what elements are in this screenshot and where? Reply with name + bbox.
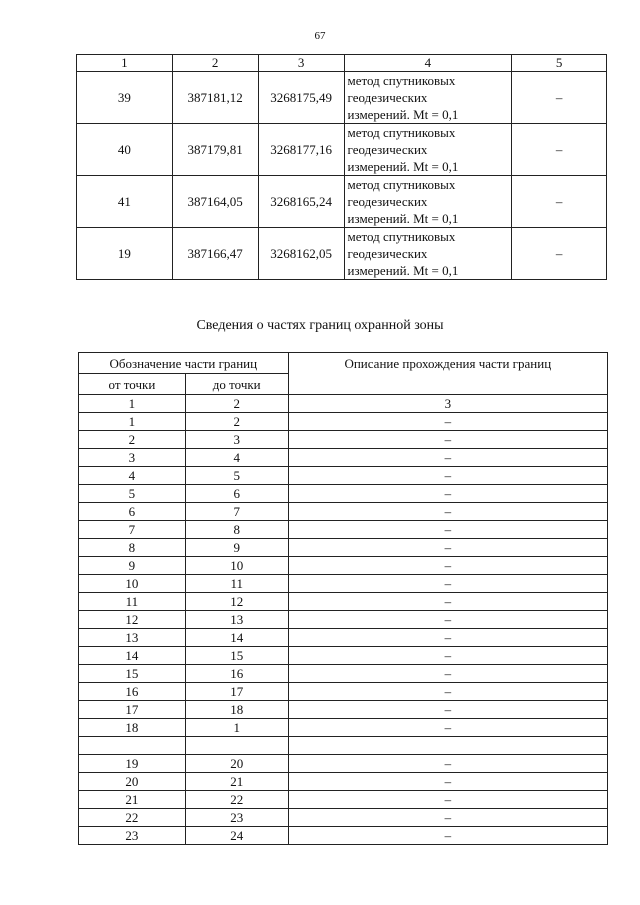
table-row [77,72,607,124]
to-point: 6 [185,485,288,503]
note: – [512,72,607,124]
to-point-header: до точки [185,374,288,395]
page-number: 67 [314,30,326,42]
x-coordinate: 387181,12 [172,72,258,124]
table-row [79,521,608,539]
from-point: 18 [79,719,186,737]
method-line: измерений. Mt = 0,1 [347,211,459,226]
to-point: 21 [185,773,288,791]
y-coordinate: 3268175,49 [258,72,344,124]
to-point: 18 [185,701,288,719]
table-row [79,467,608,485]
column-number: 5 [512,55,607,72]
column-number: 1 [79,395,186,413]
column-number-row [77,55,607,72]
from-point: 11 [79,593,186,611]
from-point: 13 [79,629,186,647]
method-description [344,72,512,124]
table-row [79,665,608,683]
point-number: 40 [77,124,173,176]
x-coordinate: 387164,05 [172,176,258,228]
from-point: 19 [79,755,186,773]
part-description: – [288,611,607,629]
method-line: геодезических [347,90,428,105]
section-title: Сведения о частях границ охранной зоны [196,318,444,333]
from-point: 14 [79,647,186,665]
to-point: 2 [185,413,288,431]
part-description: – [288,557,607,575]
table-row [79,755,608,773]
table-row [79,773,608,791]
from-point: 16 [79,683,186,701]
part-description: – [288,683,607,701]
to-point: 11 [185,575,288,593]
to-point: 13 [185,611,288,629]
to-point: 3 [185,431,288,449]
part-description [288,737,607,755]
from-point: 2 [79,431,186,449]
table-row [79,647,608,665]
description-header: Описание прохождения части границ [288,353,607,395]
table-row [79,557,608,575]
table-row [79,593,608,611]
column-number: 3 [288,395,607,413]
to-point: 1 [185,719,288,737]
table-row [79,791,608,809]
column-number: 3 [258,55,344,72]
part-description: – [288,503,607,521]
from-point: 6 [79,503,186,521]
from-point: 23 [79,827,186,845]
method-line: метод спутниковых [347,125,456,140]
to-point: 4 [185,449,288,467]
y-coordinate: 3268162,05 [258,228,344,280]
from-point: 8 [79,539,186,557]
method-line: измерений. Mt = 0,1 [347,263,459,278]
note: – [512,228,607,280]
part-description: – [288,539,607,557]
method-description [344,228,512,280]
part-description: – [288,413,607,431]
to-point: 8 [185,521,288,539]
method-line: геодезических [347,142,428,157]
y-coordinate: 3268165,24 [258,176,344,228]
to-point: 20 [185,755,288,773]
x-coordinate: 387166,47 [172,228,258,280]
table-row [79,503,608,521]
table-row [79,431,608,449]
point-number: 41 [77,176,173,228]
table-row [77,228,607,280]
to-point: 7 [185,503,288,521]
part-description: – [288,593,607,611]
column-number: 1 [77,55,173,72]
method-line: геодезических [347,246,428,261]
table-row [79,575,608,593]
part-description: – [288,467,607,485]
method-description [344,176,512,228]
table-row [79,413,608,431]
column-number: 4 [344,55,512,72]
method-line: метод спутниковых [347,73,456,88]
table-row [79,449,608,467]
table-row [79,683,608,701]
method-line: геодезических [347,194,428,209]
part-description: – [288,809,607,827]
empty-row [79,737,608,755]
from-point: 21 [79,791,186,809]
from-point: 20 [79,773,186,791]
from-point-header: от точки [79,374,186,395]
to-point: 16 [185,665,288,683]
from-point: 10 [79,575,186,593]
table-row [79,611,608,629]
part-description: – [288,521,607,539]
to-point: 5 [185,467,288,485]
to-point: 22 [185,791,288,809]
to-point: 15 [185,647,288,665]
from-point: 3 [79,449,186,467]
table-row [79,809,608,827]
note: – [512,124,607,176]
part-description: – [288,755,607,773]
part-description: – [288,629,607,647]
table-row [79,485,608,503]
table-row [77,124,607,176]
method-line: метод спутниковых [347,229,456,244]
to-point: 24 [185,827,288,845]
header-row [79,353,608,374]
from-point: 7 [79,521,186,539]
method-line: измерений. Mt = 0,1 [347,107,459,122]
column-number-row [79,395,608,413]
coordinates-table [76,54,607,280]
to-point: 17 [185,683,288,701]
from-point: 17 [79,701,186,719]
to-point: 12 [185,593,288,611]
from-point: 12 [79,611,186,629]
part-description: – [288,791,607,809]
method-description [344,124,512,176]
part-description: – [288,485,607,503]
part-description: – [288,665,607,683]
method-line: метод спутниковых [347,177,456,192]
point-number: 19 [77,228,173,280]
from-point: 15 [79,665,186,683]
designation-header: Обозначение части границ [79,353,289,374]
to-point: 14 [185,629,288,647]
column-number: 2 [185,395,288,413]
table-row [79,827,608,845]
part-description: – [288,647,607,665]
part-description: – [288,827,607,845]
part-description: – [288,701,607,719]
table-row [79,539,608,557]
column-number: 2 [172,55,258,72]
from-point: 1 [79,413,186,431]
to-point: 23 [185,809,288,827]
y-coordinate: 3268177,16 [258,124,344,176]
from-point: 4 [79,467,186,485]
boundary-parts-table [78,352,608,845]
to-point: 9 [185,539,288,557]
point-number: 39 [77,72,173,124]
note: – [512,176,607,228]
from-point: 9 [79,557,186,575]
from-point: 5 [79,485,186,503]
part-description: – [288,773,607,791]
part-description: – [288,449,607,467]
table-row [79,719,608,737]
part-description: – [288,431,607,449]
table-row [79,701,608,719]
part-description: – [288,719,607,737]
x-coordinate: 387179,81 [172,124,258,176]
method-line: измерений. Mt = 0,1 [347,159,459,174]
to-point: 10 [185,557,288,575]
to-point [185,737,288,755]
from-point [79,737,186,755]
part-description: – [288,575,607,593]
table-row [77,176,607,228]
from-point: 22 [79,809,186,827]
table-row [79,629,608,647]
